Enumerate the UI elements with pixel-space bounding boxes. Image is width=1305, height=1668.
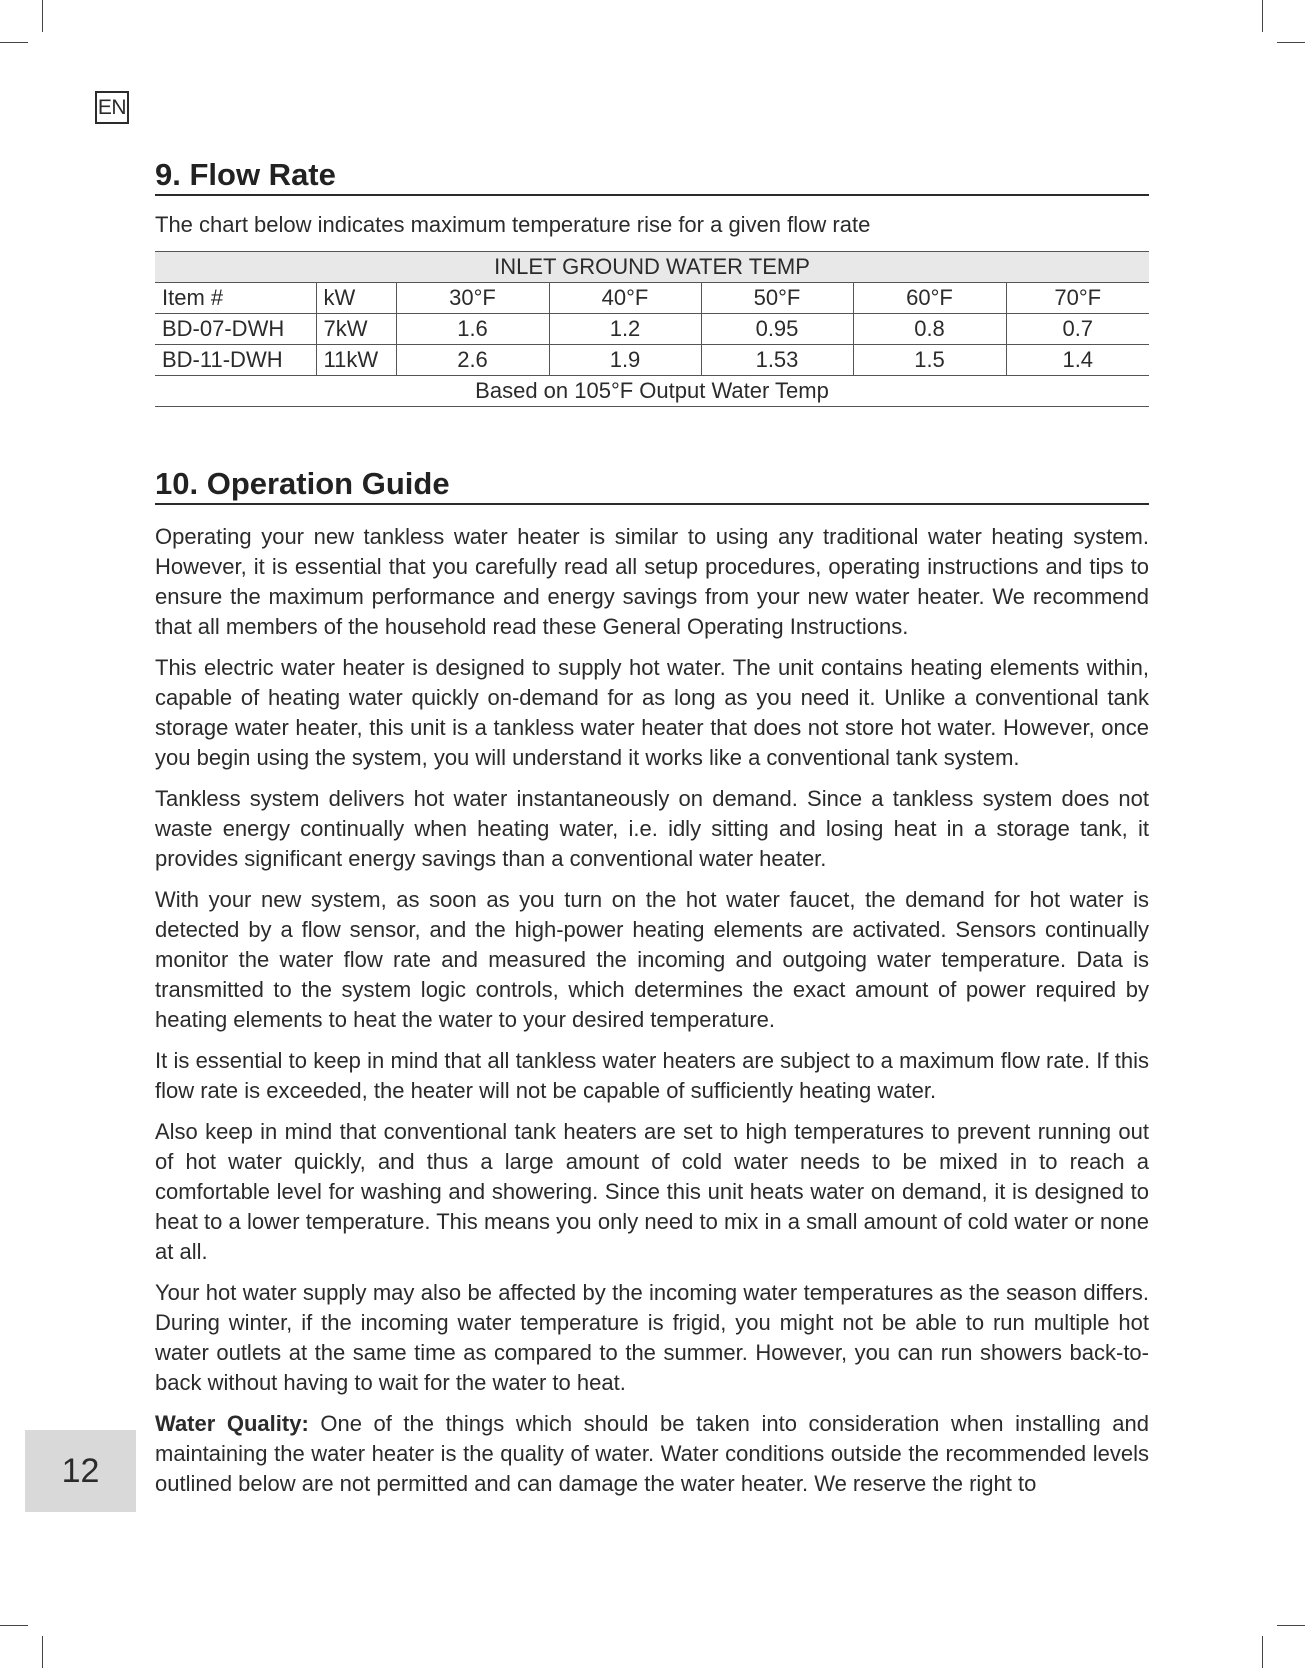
table-cell: 11kW xyxy=(316,345,396,376)
table-cell: 1.2 xyxy=(549,314,701,345)
flow-rate-title: 9. Flow Rate xyxy=(155,156,1149,196)
table-cell: 1.6 xyxy=(396,314,549,345)
paragraph: With your new system, as soon as you turn on the hot water faucet, the demand for hot water is detected by a flow sensor, and the high-power heating elements are activated. Sensors continually monitor the water flow rate and measured the incoming and outgoing water temperature. Data is transmitted to the system logic controls, which determines the exact amount of power required by heating elements to heat the water to your desired temperature. xyxy=(155,887,1149,1032)
crop-mark xyxy=(1277,1625,1305,1626)
crop-mark xyxy=(1262,0,1263,32)
flow-rate-section xyxy=(155,156,1149,407)
table-cell: BD-11-DWH xyxy=(155,345,316,376)
language-label: EN xyxy=(95,91,129,124)
table-cell: 0.95 xyxy=(701,314,853,345)
table-cell: 2.6 xyxy=(396,345,549,376)
paragraph: Also keep in mind that conventional tank heaters are set to high temperatures to prevent running out of hot water quickly, and thus a large amount of cold water needs to be mixed in to reach a comfortable level for washing and showering. Since this unit heats water on demand, it is designed to heat to a lower temperature. This means you only need to mix in a small amount of cold water or none at all. xyxy=(155,1119,1149,1264)
column-header: 50°F xyxy=(701,283,853,314)
table-cell: BD-07-DWH xyxy=(155,314,316,345)
page-number: 12 xyxy=(25,1430,136,1512)
water-quality-text: One of the things which should be taken into consideration when installing and maintaining the water heater is the quality of water. Water conditions outside the recommended levels outlined below are not permitted and can damage the water heater. We reserve the right to xyxy=(155,1411,1149,1496)
table-cell: 1.4 xyxy=(1006,345,1149,376)
table-cell: 0.7 xyxy=(1006,314,1149,345)
table-cell: 0.8 xyxy=(853,314,1006,345)
crop-mark xyxy=(0,42,28,43)
table-cell: 7kW xyxy=(316,314,396,345)
table-footer-row xyxy=(155,376,1149,407)
column-header: 70°F xyxy=(1006,283,1149,314)
crop-mark xyxy=(42,0,43,32)
table-cell: 1.53 xyxy=(701,345,853,376)
paragraph: Operating your new tankless water heater is similar to using any traditional water heating system. However, it is essential that you carefully read all setup procedures, operating instructions and tips to ensure the maximum performance and energy savings from your new water heater. We recommend that all members of the household read these General Operating Instructions. xyxy=(155,524,1149,639)
column-header: 30°F xyxy=(396,283,549,314)
crop-mark xyxy=(0,1625,28,1626)
table-row xyxy=(155,314,1149,345)
water-quality-label: Water Quality: xyxy=(155,1411,309,1436)
operation-guide-title: 10. Operation Guide xyxy=(155,465,1149,505)
crop-mark xyxy=(42,1636,43,1668)
paragraph: Your hot water supply may also be affected by the incoming water temperatures as the season differs. During winter, if the incoming water temperature is frigid, you might not be able to run multiple hot water outlets at the same time as compared to the summer. However, you can run showers back-to-back without having to wait for the water to heat. xyxy=(155,1280,1149,1395)
table-header-row xyxy=(155,252,1149,283)
paragraph: Tankless system delivers hot water instantaneously on demand. Since a tankless system does not waste energy continually when heating water, i.e. idly sitting and losing heat in a storage tank, it provides significant energy savings than a conventional water heater. xyxy=(155,786,1149,871)
flow-rate-intro: The chart below indicates maximum temperature rise for a given flow rate xyxy=(155,212,871,237)
table-footer: Based on 105°F Output Water Temp xyxy=(155,376,1149,407)
column-header: 40°F xyxy=(549,283,701,314)
column-header: Item # xyxy=(155,283,316,314)
table-header: INLET GROUND WATER TEMP xyxy=(155,252,1149,283)
flow-rate-table xyxy=(155,251,1149,407)
crop-mark xyxy=(1262,1636,1263,1668)
column-header: kW xyxy=(316,283,396,314)
table-cell: 1.9 xyxy=(549,345,701,376)
paragraph: This electric water heater is designed to supply hot water. The unit contains heating elements within, capable of heating water quickly on-demand for as long as you need it. Unlike a conventional tank storage water heater, this unit is a tankless water heater that does not store hot water. However, once you begin using the system, you will understand it works like a conventional tank system. xyxy=(155,655,1149,770)
column-header: 60°F xyxy=(853,283,1006,314)
table-column-row xyxy=(155,283,1149,314)
operation-guide-section xyxy=(155,465,1149,1510)
paragraph: It is essential to keep in mind that all tankless water heaters are subject to a maximum flow rate. If this flow rate is exceeded, the heater will not be capable of sufficiently heating water. xyxy=(155,1048,1149,1103)
water-quality-paragraph xyxy=(155,1409,1149,1499)
table-cell: 1.5 xyxy=(853,345,1006,376)
crop-mark xyxy=(1277,42,1305,43)
table-row xyxy=(155,345,1149,376)
